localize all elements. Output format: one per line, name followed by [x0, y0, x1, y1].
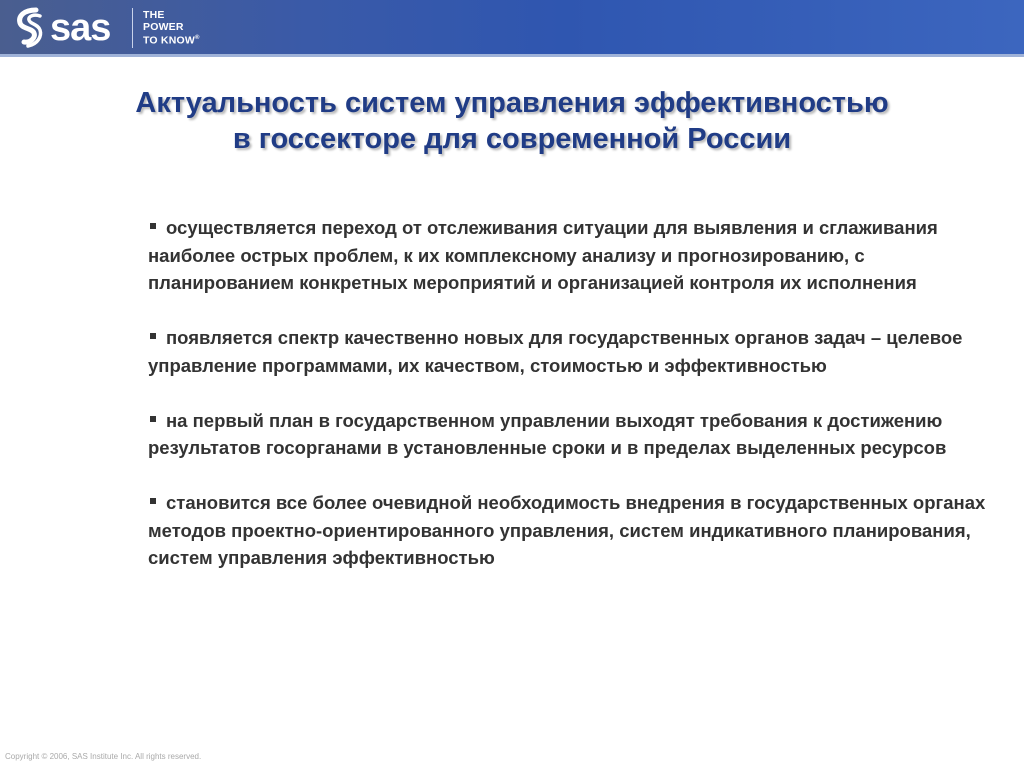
bullet-item	[148, 214, 993, 297]
bullet-item	[148, 324, 993, 379]
trademark-symbol: ®	[194, 35, 200, 41]
tagline-line-3-text: TO KNOW	[143, 34, 195, 47]
square-bullet-icon	[150, 223, 156, 229]
tagline	[143, 10, 200, 47]
slide-title-line-1: Актуальность систем управления эффективностью	[135, 87, 889, 119]
bullet-item	[148, 407, 993, 462]
tagline-line-1: THE	[143, 9, 165, 21]
sas-logo	[14, 4, 110, 52]
square-bullet-icon	[150, 416, 156, 422]
slide-title-line-2: в госсекторе для современной России	[232, 123, 792, 155]
logo-divider	[132, 8, 133, 48]
sas-swirl-icon	[14, 6, 46, 50]
bullet-text: появляется спектр качественно новых для государственных органов задач – целевое управление программами, их качеством, стоимостью и эффективностью	[148, 327, 963, 376]
sas-logo-text: sas	[50, 7, 111, 49]
tagline-line-3	[143, 33, 200, 47]
bullet-text: осуществляется переход от отслеживания ситуации для выявления и сглаживания наиболее острых проблем, к их комплексному анализу и прогнозированию, с планированием конкретных мероприятий и организацией контроля их исполнения	[148, 217, 938, 293]
copyright-footer: Copyright © 2006, SAS Institute Inc. All rights reserved.	[5, 752, 202, 761]
bullet-text: на первый план в государственном управлении выходят требования к достижению результатов госорганами в установленные сроки и в пределах выделенных ресурсов	[148, 409, 947, 458]
bullet-text: становится все более очевидной необходимость внедрения в государственных органах методов проектно-ориентированного управления, систем индикативного планирования, систем управления эффективностью	[148, 492, 986, 568]
square-bullet-icon	[150, 333, 156, 339]
header-banner	[0, 0, 1024, 57]
bullet-item	[148, 489, 993, 572]
slide-title	[40, 85, 984, 157]
bullet-list	[148, 214, 993, 599]
square-bullet-icon	[150, 498, 156, 504]
tagline-line-2: POWER	[143, 20, 184, 33]
